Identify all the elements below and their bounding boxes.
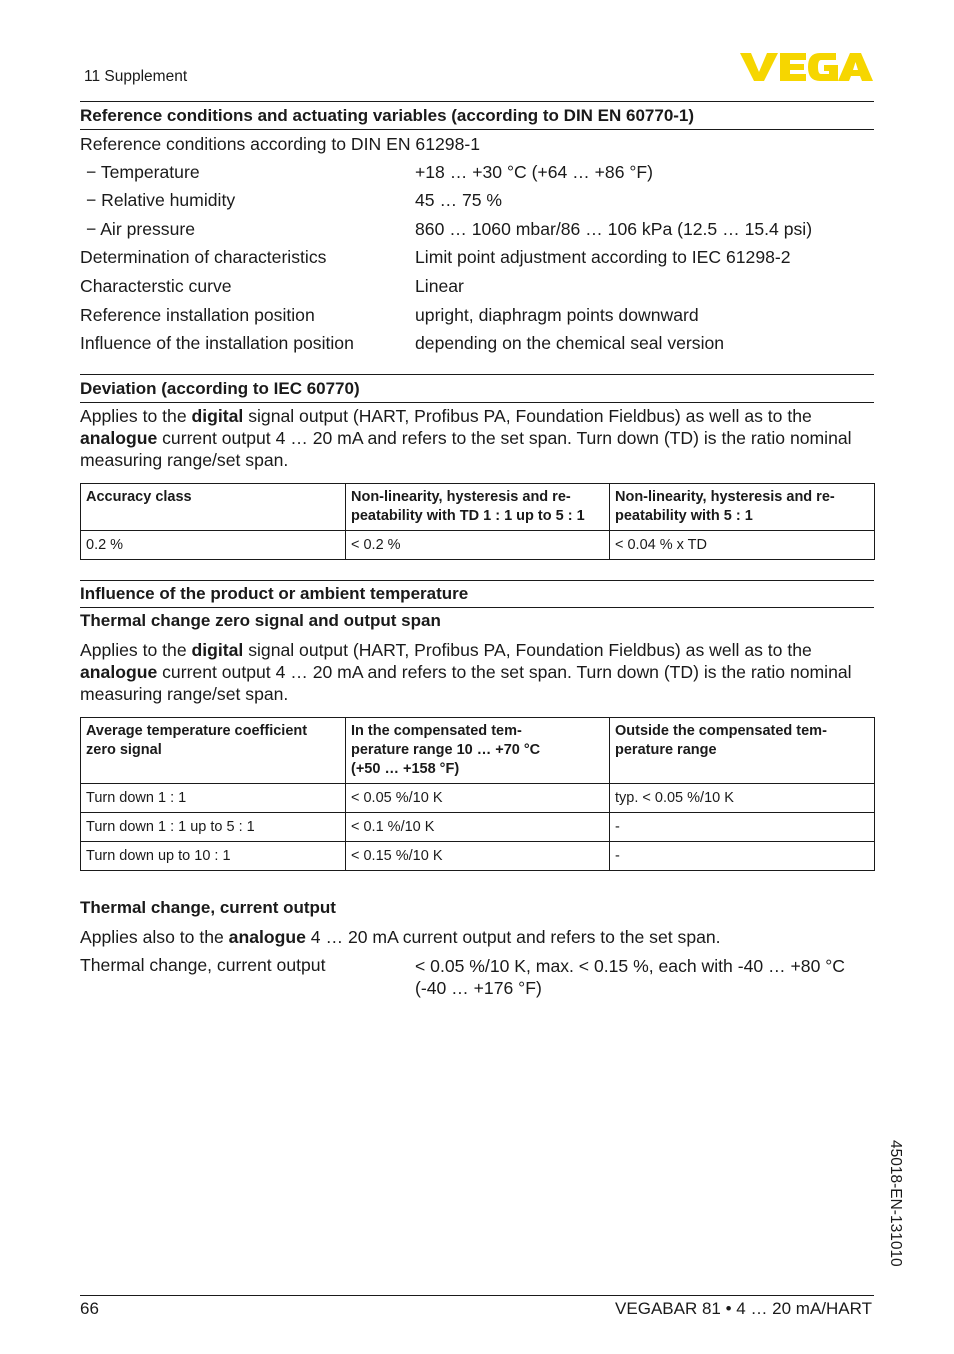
paragraph-bold: analogue xyxy=(80,428,158,448)
influence-paragraph xyxy=(80,639,874,705)
spec-value: upright, diaphragm points downward xyxy=(415,305,699,325)
deviation-paragraph xyxy=(80,405,874,471)
vega-logo-graphic xyxy=(740,50,874,84)
spec-value-line: < 0.05 %/10 K, max. < 0.15 %, each with -40 … +80 °C xyxy=(415,956,846,976)
spec-value: Limit point adjustment according to IEC 61298-2 xyxy=(415,247,791,267)
influence-rule-bottom xyxy=(80,607,874,608)
table-row xyxy=(81,813,875,842)
thermal-zero-table xyxy=(80,717,875,871)
table-header-cell: Average temperature coefficient zero signal xyxy=(81,718,346,784)
spec-value xyxy=(415,955,845,999)
table-cell: < 0.05 %/10 K xyxy=(346,784,610,813)
paragraph-text: 4 … 20 mA current output and refers to the set span. xyxy=(305,927,721,947)
reference-subtitle: Reference conditions according to DIN EN 61298-1 xyxy=(80,134,480,154)
paragraph-text: current output 4 … 20 mA and refers to the set span. Turn down (TD) is the ratio nominal xyxy=(157,662,852,682)
reference-title-rule xyxy=(80,129,874,130)
spec-value: +18 … +30 °C (+64 … +86 °F) xyxy=(415,162,654,182)
paragraph-text: signal output (HART, Profibus PA, Foundation Fieldbus) as well as to the xyxy=(243,406,812,426)
table-header-row xyxy=(81,484,875,531)
paragraph-text: measuring range/set span. xyxy=(80,450,289,470)
influence-subtitle: Thermal change zero signal and output span xyxy=(80,611,441,630)
paragraph-text: signal output (HART, Profibus PA, Foundation Fieldbus) as well as to the xyxy=(243,640,812,660)
vega-logo xyxy=(740,50,874,89)
table-cell: 0.2 % xyxy=(81,531,346,560)
paragraph-bold: digital xyxy=(191,406,244,426)
table-cell: Turn down up to 10 : 1 xyxy=(81,842,346,871)
spec-value: Linear xyxy=(415,276,464,296)
paragraph-text: Applies also to the xyxy=(80,927,229,947)
paragraph-text: Applies to the xyxy=(80,640,192,660)
influence-title: Influence of the product or ambient temperature xyxy=(80,584,469,603)
paragraph-text: Applies to the xyxy=(80,406,192,426)
table-cell: Turn down 1 : 1 xyxy=(81,784,346,813)
spec-label: Determination of characteristics xyxy=(80,247,327,267)
table-cell: < 0.04 % x TD xyxy=(610,531,875,560)
spec-value: 860 … 1060 mbar/86 … 106 kPa (12.5 … 15.4 psi) xyxy=(415,219,813,239)
section-label: 11 Supplement xyxy=(84,68,188,85)
table-cell: typ. < 0.05 %/10 K xyxy=(610,784,875,813)
current-output-title: Thermal change, current output xyxy=(80,898,336,917)
paragraph-text: current output 4 … 20 mA and refers to the set span. Turn down (TD) is the ratio nominal xyxy=(157,428,852,448)
table-header-cell: In the compensated tem- perature range 10 … +70 °C (+50 … +158 °F) xyxy=(346,718,610,784)
table-header-cell: Outside the compensated tem- perature range xyxy=(610,718,875,784)
spec-label: Thermal change, current output xyxy=(80,955,326,975)
spec-label: Characterstic curve xyxy=(80,276,232,296)
deviation-rule-top xyxy=(80,374,874,375)
spec-label: − Air pressure xyxy=(86,219,196,239)
deviation-rule-bottom xyxy=(80,402,874,403)
table-cell: < 0.2 % xyxy=(346,531,610,560)
page-number: 66 xyxy=(80,1299,99,1318)
product-title: VEGABAR 81 • 4 … 20 mA/HART xyxy=(615,1299,872,1318)
document-code: 45018-EN-131010 xyxy=(887,1140,904,1267)
influence-rule-top xyxy=(80,580,874,581)
spec-value-line: (-40 … +176 °F) xyxy=(415,978,542,998)
table-header-cell: Non-linearity, hysteresis and re- peatability with TD 1 : 1 up to 5 : 1 xyxy=(346,484,610,531)
table-header-row xyxy=(81,718,875,784)
table-cell: < 0.1 %/10 K xyxy=(346,813,610,842)
table-cell: - xyxy=(610,813,875,842)
spec-value: 45 … 75 % xyxy=(415,190,503,210)
table-header-cell: Non-linearity, hysteresis and re- peatability with 5 : 1 xyxy=(610,484,875,531)
table-cell: - xyxy=(610,842,875,871)
deviation-title: Deviation (according to IEC 60770) xyxy=(80,379,360,398)
paragraph-text: measuring range/set span. xyxy=(80,684,289,704)
spec-value: depending on the chemical seal version xyxy=(415,333,725,353)
paragraph-bold: analogue xyxy=(228,927,306,947)
reference-title: Reference conditions and actuating variables (according to DIN EN 60770-1) xyxy=(80,106,695,125)
spec-label: Reference installation position xyxy=(80,305,315,325)
paragraph-bold: digital xyxy=(191,640,244,660)
header-rule xyxy=(80,101,874,102)
paragraph-bold: analogue xyxy=(80,662,158,682)
table-cell: Turn down 1 : 1 up to 5 : 1 xyxy=(81,813,346,842)
table-row xyxy=(81,784,875,813)
accuracy-table xyxy=(80,483,875,560)
table-row xyxy=(81,842,875,871)
spec-label: − Relative humidity xyxy=(86,190,236,210)
spec-label: Influence of the installation position xyxy=(80,333,354,353)
current-output-paragraph xyxy=(80,926,721,948)
table-cell: < 0.15 %/10 K xyxy=(346,842,610,871)
spec-label: − Temperature xyxy=(86,162,200,182)
table-row xyxy=(81,531,875,560)
table-header-cell: Accuracy class xyxy=(81,484,346,531)
footer-rule xyxy=(80,1295,874,1296)
